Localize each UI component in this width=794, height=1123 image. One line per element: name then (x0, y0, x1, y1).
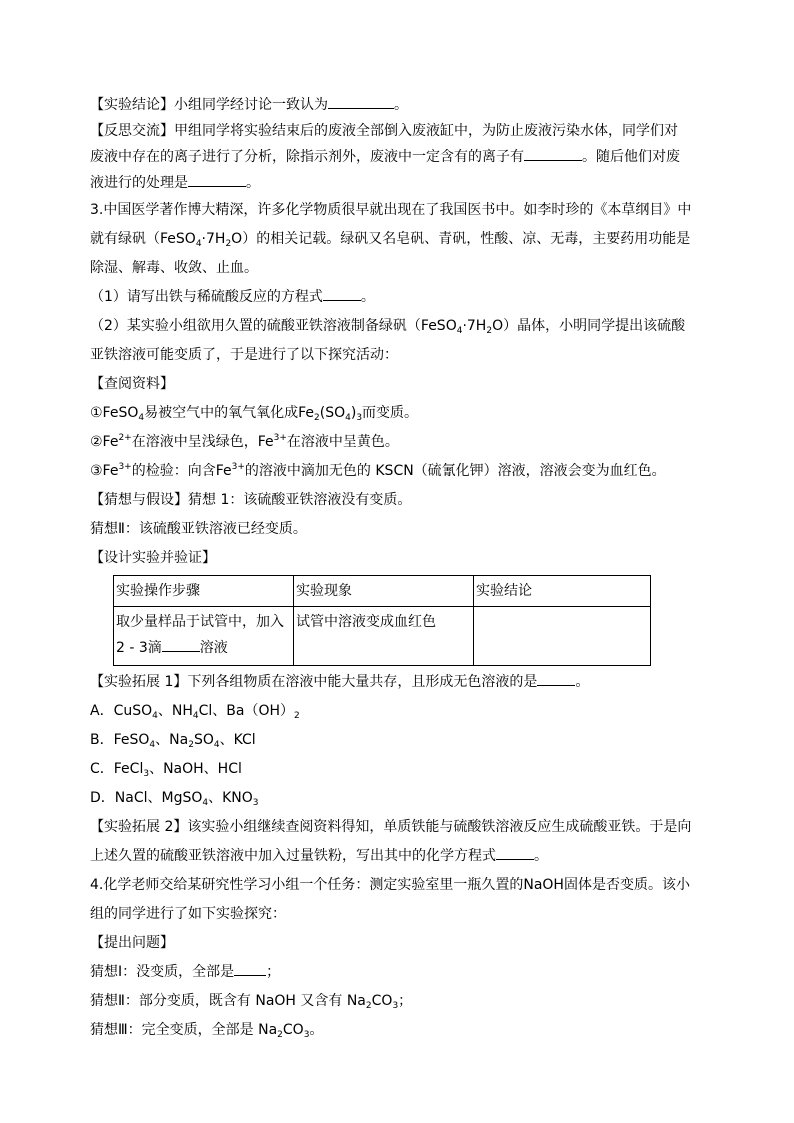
text: 猜想Ⅰ：没变质，全部是 (90, 964, 235, 980)
text: (SO (319, 405, 346, 421)
text: D．NaCl、MgSO (90, 790, 203, 806)
option-d (90, 784, 702, 813)
text: ·7H (201, 231, 226, 247)
text: 的检验：向含Fe (131, 463, 232, 479)
reference-item-2 (90, 428, 702, 457)
text: 、NH (157, 703, 193, 719)
table-cell[interactable] (474, 607, 651, 666)
text: 。 (394, 97, 408, 113)
superscript: 3+ (231, 462, 245, 472)
text: 、Na (155, 732, 189, 748)
text: O）晶体，小明同学提出该硫酸 (492, 318, 686, 334)
superscript: 3+ (273, 433, 287, 443)
text: 4.化学老师交给某研究性学习小组一个任务：测定实验室里一瓶久置的NaOH固体是否变质。该小 (90, 877, 690, 893)
reference-item-3 (90, 457, 702, 486)
subscript: 3 (252, 798, 259, 808)
text: 【实验结论】小组同学经讨论一致认为 (90, 97, 328, 113)
subscript: 3 (143, 769, 150, 779)
text: 。随后他们对废 (582, 149, 680, 165)
text: SO (193, 732, 214, 748)
text: 的溶液中滴加无色的 KSCN（硫氰化钾）溶液，溶液会变为血红色。 (244, 463, 666, 479)
text: 、NaOH、HCl (149, 761, 242, 777)
text: ·7H (462, 318, 487, 334)
guess-3 (90, 1016, 702, 1045)
option-b (90, 726, 702, 755)
question-heading (90, 929, 702, 958)
text: 取少量样品于试管中，加入 (116, 614, 284, 630)
q3-part2-2 (90, 341, 702, 370)
text: 亚铁溶液可能变质了，于是进行了以下探究活动： (90, 347, 398, 363)
text: CO (282, 1022, 304, 1038)
document-page (90, 92, 702, 1045)
text: 。 (246, 175, 260, 191)
text: 2 - 3滴 (116, 640, 162, 656)
option-a (90, 697, 702, 726)
text: ) (350, 405, 357, 421)
table-header-cell: 实验操作步骤 (114, 576, 294, 607)
reference-heading (90, 370, 702, 399)
table-header-cell: 实验结论 (474, 576, 651, 607)
answer-blank[interactable] (537, 671, 575, 686)
q3-intro-2 (90, 225, 702, 254)
subscript: 3 (356, 413, 363, 423)
text: 就有绿矾（FeSO (90, 231, 196, 247)
text: （2）某实验小组欲用久置的硫酸亚铁溶液制备绿矾（FeSO (90, 318, 457, 334)
design-heading (90, 544, 702, 573)
q3-intro-1 (90, 196, 702, 225)
text: 【设计实验并验证】 (90, 550, 216, 566)
text: 而变质。 (362, 405, 419, 421)
table-row (114, 607, 651, 666)
text: 猜想Ⅲ：完全变质，全部是 Na (90, 1022, 278, 1038)
text: 【提出问题】 (90, 935, 174, 951)
subscript: 3 (392, 1001, 399, 1011)
subscript: 2 (188, 740, 194, 750)
text: 猜想Ⅱ：部分变质，既含有 NaOH 又含有 Na (90, 993, 366, 1009)
text: ③Fe (90, 463, 119, 479)
answer-blank[interactable] (328, 94, 394, 109)
text: ； (398, 993, 413, 1009)
guess-1 (90, 958, 702, 987)
extension-2-line-1 (90, 813, 702, 842)
subscript: 4 (195, 239, 202, 249)
guess-2 (90, 987, 702, 1016)
q3-intro-3 (90, 254, 702, 283)
text: 、KCl (219, 732, 256, 748)
answer-blank[interactable] (496, 845, 534, 860)
subscript: 2 (486, 326, 493, 336)
answer-blank[interactable] (323, 286, 361, 301)
q4-intro-1 (90, 871, 702, 900)
text: ； (266, 964, 281, 980)
text: 在溶液中呈浅绿色，Fe (131, 434, 274, 450)
text: 。 (575, 674, 590, 690)
text: CO (371, 993, 393, 1009)
q3-part2-1 (90, 312, 702, 341)
text: ②Fe (90, 434, 119, 450)
subscript: 2 (277, 1030, 283, 1040)
text: 组的同学进行了如下实验探究： (90, 906, 286, 922)
option-c (90, 755, 702, 784)
cell-line (116, 635, 291, 661)
text: 【反思交流】甲组同学将实验结束后的废液全部倒入废液缸中，为防止废液污染水体，同学们对 (90, 123, 678, 139)
subscript: 4 (213, 740, 220, 750)
answer-blank[interactable] (234, 961, 266, 976)
text: 猜想Ⅱ：该硫酸亚铁溶液已经变质。 (90, 521, 307, 537)
text: Cl、Ba（OH） (198, 703, 295, 719)
text: A．CuSO (90, 703, 153, 719)
text: 溶液 (199, 640, 228, 656)
text: 。 (309, 1022, 324, 1038)
extension-2-line-2 (90, 842, 702, 871)
text: B．FeSO (90, 732, 150, 748)
subscript: 4 (192, 711, 199, 721)
table-header-cell: 实验现象 (294, 576, 474, 607)
text: 【实验拓展 1】下列各组物质在溶液中能大量共存，且形成无色溶液的是 (90, 674, 538, 690)
subscript: 4 (345, 413, 351, 423)
subscript: 4 (149, 740, 156, 750)
answer-blank[interactable] (524, 146, 582, 161)
reflection-line-2 (90, 144, 702, 170)
text: ①FeSO (90, 405, 139, 421)
subscript: 2 (365, 1001, 372, 1011)
subscript: 4 (202, 798, 209, 808)
subscript: 2 (225, 239, 232, 249)
text: 废液中存在的离子进行了分析，除指示剂外，废液中一定含有的离子有 (90, 149, 524, 165)
answer-blank[interactable] (188, 172, 246, 187)
text: 【实验拓展 2】该实验小组继续查阅资料得知，单质铁能与硫酸铁溶液反应生成硫酸亚铁。于是向 (90, 819, 692, 835)
text: 上述久置的硫酸亚铁溶液中加入过量铁粉，写出其中的化学方程式 (90, 848, 496, 864)
table-cell: 试管中溶液变成血红色 (294, 607, 474, 666)
conclusion-line (90, 92, 702, 118)
text: O）的相关记载。绿矾又名皂矾、青矾，性酸、凉、无毒，主要药用功能是 (231, 231, 691, 247)
subscript: 4 (152, 711, 158, 721)
text: 【查阅资料】 (90, 376, 174, 392)
subscript: 2 (314, 413, 320, 423)
text: 3.中国医学著作博大精深，许多化学物质很早就出现在了我国医书中。如李时珍的《本草纲目》中 (90, 202, 692, 218)
q4-intro-2 (90, 900, 702, 929)
text: （1）请写出铁与稀硫酸反应的方程式 (90, 289, 323, 305)
subscript: 4 (138, 413, 145, 423)
reference-item-1 (90, 399, 702, 428)
text: 。 (534, 848, 548, 864)
superscript: 3+ (118, 462, 132, 472)
subscript: 4 (456, 326, 463, 336)
extension-1 (90, 668, 702, 697)
text: 。 (360, 289, 375, 305)
text: C．FeCl (90, 761, 144, 777)
text: 【猜想与假设】猜想 1：该硫酸亚铁溶液没有变质。 (90, 492, 412, 508)
text: 液进行的处理是 (90, 175, 188, 191)
text: 在溶液中呈黄色。 (286, 434, 399, 450)
experiment-table (113, 575, 651, 666)
text: 除湿、解毒、收敛、止血。 (90, 260, 258, 276)
reflection-line-1 (90, 118, 702, 144)
hypothesis-1 (90, 486, 702, 515)
subscript: 3 (303, 1030, 310, 1040)
table-cell (114, 607, 294, 666)
superscript: 2+ (118, 433, 132, 443)
q3-part1 (90, 283, 702, 312)
answer-blank[interactable] (162, 637, 200, 652)
text: 易被空气中的氧气氧化成Fe (144, 405, 314, 421)
reflection-line-3 (90, 170, 702, 196)
subscript: 2 (294, 711, 300, 721)
hypothesis-2 (90, 515, 702, 544)
text: 、KNO (208, 790, 253, 806)
table-header-row (114, 576, 651, 607)
